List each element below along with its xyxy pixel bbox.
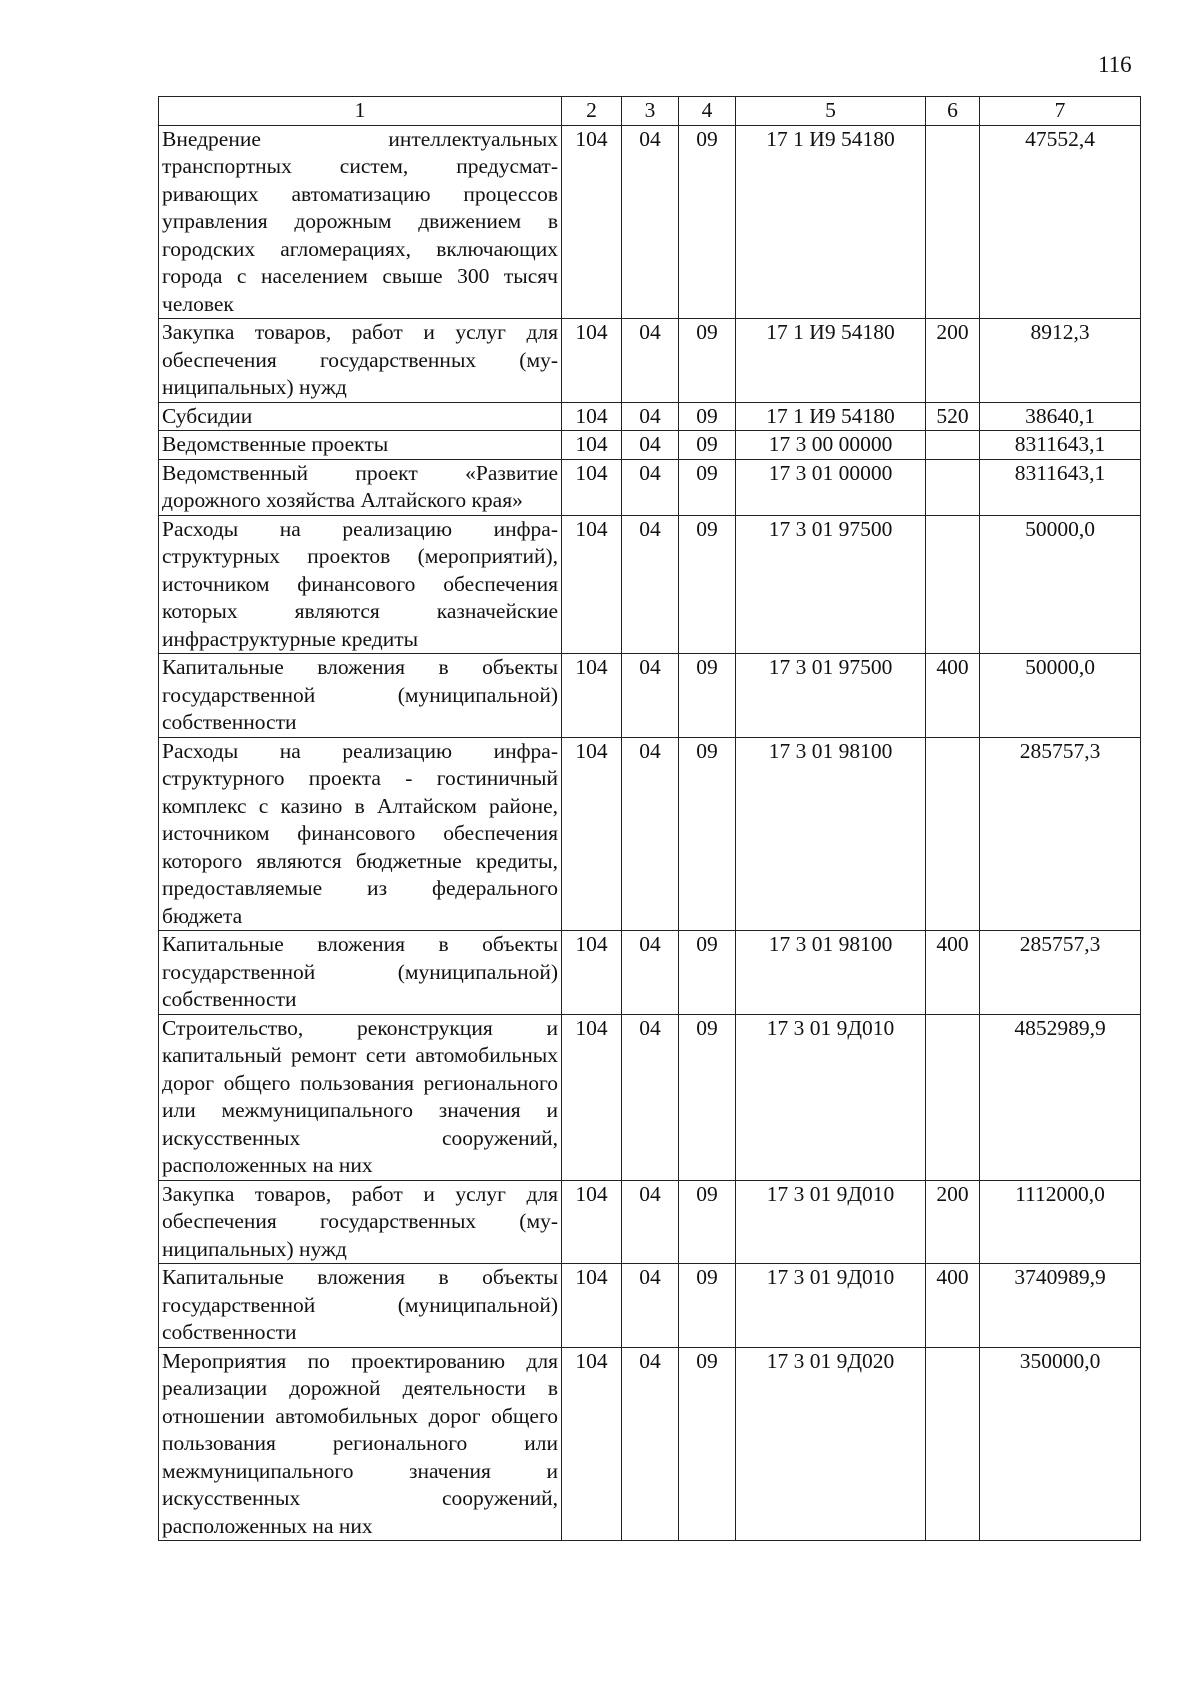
col-subsection-a: 04	[622, 931, 679, 1015]
row-description: Строительство, реконструкция и капитальный ремонт сети автомобильных дорог общего пользования регионального или межмуниципального значения и искусственных сооружений, расположенных на них	[159, 1014, 562, 1180]
table-row	[159, 1180, 1141, 1264]
table-row	[159, 515, 1141, 654]
col-amount: 285757,3	[980, 737, 1141, 931]
col-subsection-a: 04	[622, 1264, 679, 1348]
table-row	[159, 931, 1141, 1015]
table-row	[159, 125, 1141, 319]
table-row	[159, 737, 1141, 931]
col-subsection-b: 09	[679, 1264, 736, 1348]
col-target-article: 17 1 И9 54180	[736, 402, 926, 431]
col-subsection-a: 04	[622, 125, 679, 319]
col-subsection-a: 04	[622, 402, 679, 431]
col-target-article: 17 3 01 9Д010	[736, 1014, 926, 1180]
col-subsection-b: 09	[679, 737, 736, 931]
col-expense-type	[926, 515, 980, 654]
col-section: 104	[562, 515, 622, 654]
col-amount: 3740989,9	[980, 1264, 1141, 1348]
col-target-article: 17 1 И9 54180	[736, 319, 926, 403]
row-description: Субсидии	[159, 402, 562, 431]
column-header: 7	[980, 97, 1141, 126]
col-section: 104	[562, 459, 622, 515]
col-expense-type: 200	[926, 319, 980, 403]
col-expense-type	[926, 737, 980, 931]
col-section: 104	[562, 1347, 622, 1541]
table-row	[159, 431, 1141, 460]
table-row	[159, 654, 1141, 738]
col-amount: 285757,3	[980, 931, 1141, 1015]
column-header: 5	[736, 97, 926, 126]
col-target-article: 17 3 01 9Д010	[736, 1264, 926, 1348]
col-amount: 350000,0	[980, 1347, 1141, 1541]
col-expense-type	[926, 125, 980, 319]
column-header: 1	[159, 97, 562, 126]
col-amount: 1112000,0	[980, 1180, 1141, 1264]
col-target-article: 17 3 01 97500	[736, 515, 926, 654]
col-amount: 38640,1	[980, 402, 1141, 431]
table-body	[159, 125, 1141, 1541]
row-description: Капитальные вложения в объекты государственной (муниципальной) собственности	[159, 931, 562, 1015]
column-header: 2	[562, 97, 622, 126]
col-expense-type: 400	[926, 1264, 980, 1348]
col-subsection-a: 04	[622, 1180, 679, 1264]
col-section: 104	[562, 1180, 622, 1264]
col-subsection-b: 09	[679, 402, 736, 431]
row-description: Мероприятия по проектированию для реализации дорожной деятельности в отношении автомобильных дорог общего пользования регионального или межмуниципального значения и искусственных сооружений, расположенных на них	[159, 1347, 562, 1541]
col-amount: 50000,0	[980, 515, 1141, 654]
row-description: Капитальные вложения в объекты государственной (муниципальной) собственности	[159, 1264, 562, 1348]
col-target-article: 17 1 И9 54180	[736, 125, 926, 319]
col-subsection-b: 09	[679, 125, 736, 319]
col-expense-type	[926, 459, 980, 515]
col-subsection-b: 09	[679, 515, 736, 654]
col-expense-type	[926, 1347, 980, 1541]
col-subsection-b: 09	[679, 1180, 736, 1264]
col-amount: 8912,3	[980, 319, 1141, 403]
row-description: Закупка товаров, работ и услуг для обеспечения государственных (муниципальных) нужд	[159, 1180, 562, 1264]
col-target-article: 17 3 01 9Д020	[736, 1347, 926, 1541]
col-subsection-b: 09	[679, 319, 736, 403]
table-row	[159, 1347, 1141, 1541]
table-row	[159, 1264, 1141, 1348]
col-target-article: 17 3 01 98100	[736, 931, 926, 1015]
col-subsection-b: 09	[679, 931, 736, 1015]
col-section: 104	[562, 737, 622, 931]
col-expense-type	[926, 1014, 980, 1180]
col-subsection-a: 04	[622, 1014, 679, 1180]
row-description: Ведомственный проект «Развитие дорожного хозяйства Алтайского края»	[159, 459, 562, 515]
row-description: Капитальные вложения в объекты государственной (муниципальной) собственности	[159, 654, 562, 738]
col-amount: 8311643,1	[980, 431, 1141, 460]
page-number: 116	[1098, 52, 1132, 77]
col-target-article: 17 3 01 9Д010	[736, 1180, 926, 1264]
column-header: 3	[622, 97, 679, 126]
col-section: 104	[562, 319, 622, 403]
budget-table	[158, 96, 1141, 1541]
col-expense-type: 400	[926, 931, 980, 1015]
col-subsection-a: 04	[622, 515, 679, 654]
col-subsection-a: 04	[622, 737, 679, 931]
col-expense-type	[926, 431, 980, 460]
col-subsection-a: 04	[622, 459, 679, 515]
col-amount: 4852989,9	[980, 1014, 1141, 1180]
table-row	[159, 459, 1141, 515]
row-description: Ведомственные проекты	[159, 431, 562, 460]
col-subsection-a: 04	[622, 654, 679, 738]
col-target-article: 17 3 01 00000	[736, 459, 926, 515]
col-subsection-b: 09	[679, 431, 736, 460]
col-amount: 8311643,1	[980, 459, 1141, 515]
col-subsection-a: 04	[622, 1347, 679, 1541]
col-subsection-b: 09	[679, 654, 736, 738]
col-section: 104	[562, 431, 622, 460]
col-subsection-b: 09	[679, 459, 736, 515]
col-expense-type: 520	[926, 402, 980, 431]
table-row	[159, 402, 1141, 431]
col-expense-type: 400	[926, 654, 980, 738]
table-header-row	[159, 97, 1141, 126]
col-target-article: 17 3 01 97500	[736, 654, 926, 738]
col-subsection-a: 04	[622, 431, 679, 460]
col-amount: 50000,0	[980, 654, 1141, 738]
column-header: 6	[926, 97, 980, 126]
col-section: 104	[562, 125, 622, 319]
table-row	[159, 1014, 1141, 1180]
col-target-article: 17 3 01 98100	[736, 737, 926, 931]
col-section: 104	[562, 654, 622, 738]
row-description: Расходы на реализацию инфраструктурных проектов (мероприятий), источником финансового обеспечения которых являются казначейские инфраструктурные кредиты	[159, 515, 562, 654]
col-section: 104	[562, 1014, 622, 1180]
column-header: 4	[679, 97, 736, 126]
row-description: Расходы на реализацию инфраструктурного проекта - гостиничный комплекс с казино в Алтайском районе, источником финансового обеспечения которого являются бюджетные кредиты, предоставляемые из федерального бюджета	[159, 737, 562, 931]
row-description: Закупка товаров, работ и услуг для обеспечения государственных (муниципальных) нужд	[159, 319, 562, 403]
col-amount: 47552,4	[980, 125, 1141, 319]
col-subsection-a: 04	[622, 319, 679, 403]
table-row	[159, 319, 1141, 403]
row-description: Внедрение интеллектуальных транспортных систем, предусматривающих автоматизацию процессов управления дорожным движением в городских агломерациях, включающих города с населением свыше 300 тысяч человек	[159, 125, 562, 319]
col-target-article: 17 3 00 00000	[736, 431, 926, 460]
col-expense-type: 200	[926, 1180, 980, 1264]
col-subsection-b: 09	[679, 1347, 736, 1541]
col-subsection-b: 09	[679, 1014, 736, 1180]
col-section: 104	[562, 1264, 622, 1348]
col-section: 104	[562, 931, 622, 1015]
col-section: 104	[562, 402, 622, 431]
